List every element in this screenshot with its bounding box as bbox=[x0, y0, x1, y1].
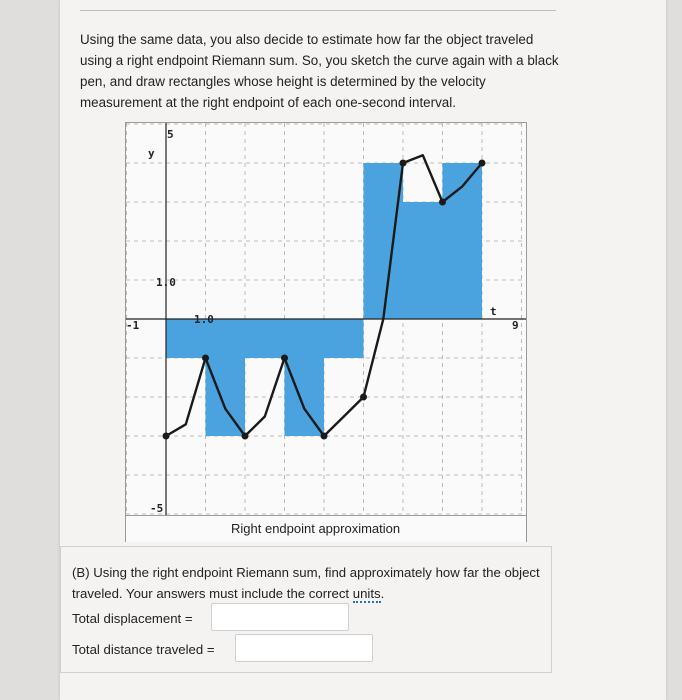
curve-point bbox=[321, 433, 328, 440]
divider bbox=[80, 10, 556, 11]
distance-label: Total distance traveled = bbox=[72, 642, 215, 657]
curve-point bbox=[479, 160, 486, 167]
x-left-label: -1 bbox=[126, 319, 140, 332]
riemann-rectangle bbox=[364, 163, 404, 319]
riemann-rectangle bbox=[403, 202, 443, 319]
y-bottom-label: -5 bbox=[150, 502, 164, 515]
x-right-label: 9 bbox=[512, 319, 519, 332]
y-top-label: 5 bbox=[167, 128, 174, 141]
t-axis-label: t bbox=[490, 305, 497, 318]
y-axis-label: y bbox=[148, 147, 155, 160]
graph-caption: Right endpoint approximation bbox=[231, 521, 401, 536]
distance-input[interactable] bbox=[235, 634, 373, 662]
curve-point bbox=[242, 433, 249, 440]
part-b-question bbox=[72, 562, 542, 604]
question-end: . bbox=[380, 586, 385, 601]
curve-point bbox=[360, 394, 367, 401]
x-tick-label: 1.0 bbox=[194, 313, 214, 326]
caption-row bbox=[126, 515, 526, 542]
curve-point bbox=[400, 160, 407, 167]
curve-point bbox=[163, 433, 170, 440]
displacement-label: Total displacement = bbox=[72, 611, 193, 626]
riemann-rectangle bbox=[206, 319, 246, 436]
riemann-rectangle bbox=[324, 319, 364, 358]
y-tick-label: 1.0 bbox=[156, 276, 176, 289]
question-text: (B) Using the right endpoint Riemann sum, find approximately how far the object traveled. Your answers must include the correct bbox=[72, 565, 540, 601]
curve-point bbox=[281, 355, 288, 362]
prompt-text: Using the same data, you also decide to estimate how far the object traveled using a right endpoint Riemann sum. So, you sketch the curve again with a black pen, and draw rectangles whose height is determined by the velocity measurement at the right endpoint of each one-second interval. bbox=[80, 32, 559, 110]
riemann-graph bbox=[126, 123, 526, 515]
riemann-rectangle bbox=[245, 319, 285, 358]
curve-point bbox=[202, 355, 209, 362]
units-link[interactable]: units bbox=[352, 586, 381, 601]
graph-panel bbox=[125, 122, 527, 542]
curve-point bbox=[439, 199, 446, 206]
displacement-input[interactable] bbox=[211, 603, 349, 631]
riemann-rectangle bbox=[285, 319, 325, 436]
